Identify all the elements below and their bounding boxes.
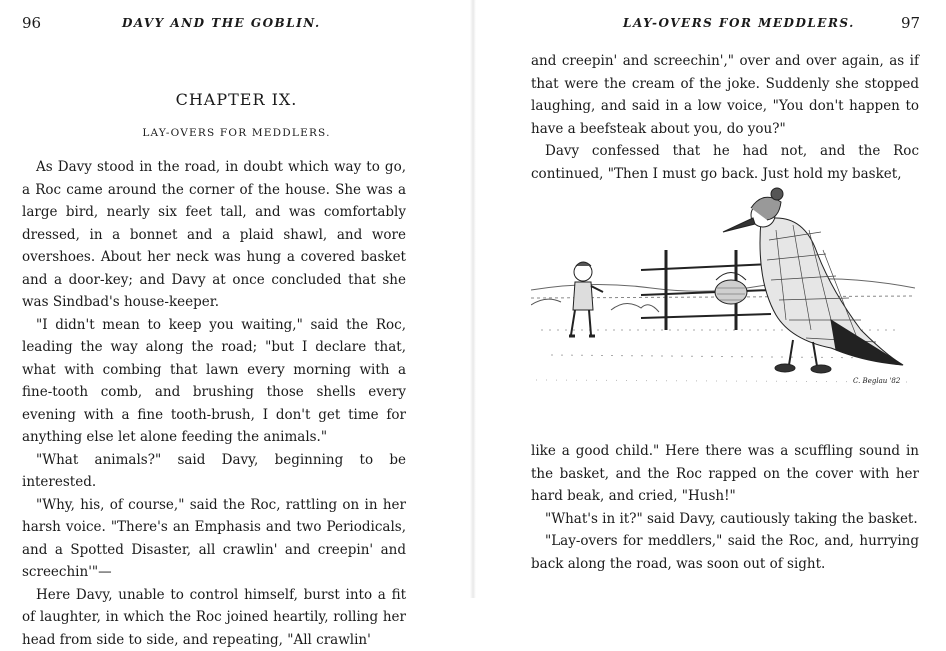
right-page (473, 0, 946, 598)
right-body-text-top (531, 50, 919, 185)
paragraph: like a good child." Here there was a scuffling sound in the basket, and the Roc rapped on the cover with her hard beak, and cried, "Hush!" (531, 440, 919, 508)
chapter-title: CHAPTER IX. (0, 90, 473, 109)
paragraph: and creepin' and screechin'," over and over again, as if that were the cream of the joke. Suddenly she stopped laughing, and said in a low voice, "You don't happen to have a beefsteak about you, do you?" (531, 50, 919, 140)
right-body-text-bottom (531, 440, 919, 575)
paragraph: As Davy stood in the road, in doubt which way to go, a Roc came around the corner of the house. She was a large bird, nearly six feet tall, and was comfortably dressed, in a bonnet and a plaid shawl, and wore overshoes. About her neck was hung a covered basket and a door-key; and Davy at once concluded that she was Sindbad's house-keeper. (22, 156, 406, 314)
paragraph: "Lay-overs for meddlers," said the Roc, and, hurrying back along the road, was soon out of sight. (531, 530, 919, 575)
left-body-text (22, 156, 406, 651)
illustration-signature: C. Beglau '82 (853, 377, 901, 385)
left-page (0, 0, 473, 598)
paragraph: "I didn't mean to keep you waiting," said the Roc, leading the way along the road; "but I declare that, what with combing that lawn every morning with a fine-tooth comb, and brushing those shells every evening with a fine tooth-brush, I don't get time for anything else let alone feeding the animals." (22, 314, 406, 449)
running-head-right: LAY-OVERS FOR MEDDLERS. (623, 16, 855, 30)
page-number-left: 96 (22, 14, 41, 32)
illustration-davy-and-roc (531, 180, 915, 420)
paragraph: "What animals?" said Davy, beginning to be interested. (22, 449, 406, 494)
paragraph: Davy confessed that he had not, and the Roc continued, "Then I must go back. Just hold my basket, (531, 140, 919, 185)
chapter-subtitle: LAY-OVERS FOR MEDDLERS. (0, 127, 473, 139)
page-number-right: 97 (901, 14, 920, 32)
paragraph: "Why, his, of course," said the Roc, rattling on in her harsh voice. "There's an Emphasis and two Periodicals, and a Spotted Disaster, all crawlin' and creepin' and screechin'"— (22, 494, 406, 584)
paragraph: Here Davy, unable to control himself, burst into a fit of laughter, in which the Roc joined heartily, rolling her head from side to side, and repeating, "All crawlin' (22, 584, 406, 651)
paragraph: "What's in it?" said Davy, cautiously taking the basket. (531, 508, 919, 531)
running-head-left: DAVY AND THE GOBLIN. (122, 16, 321, 30)
